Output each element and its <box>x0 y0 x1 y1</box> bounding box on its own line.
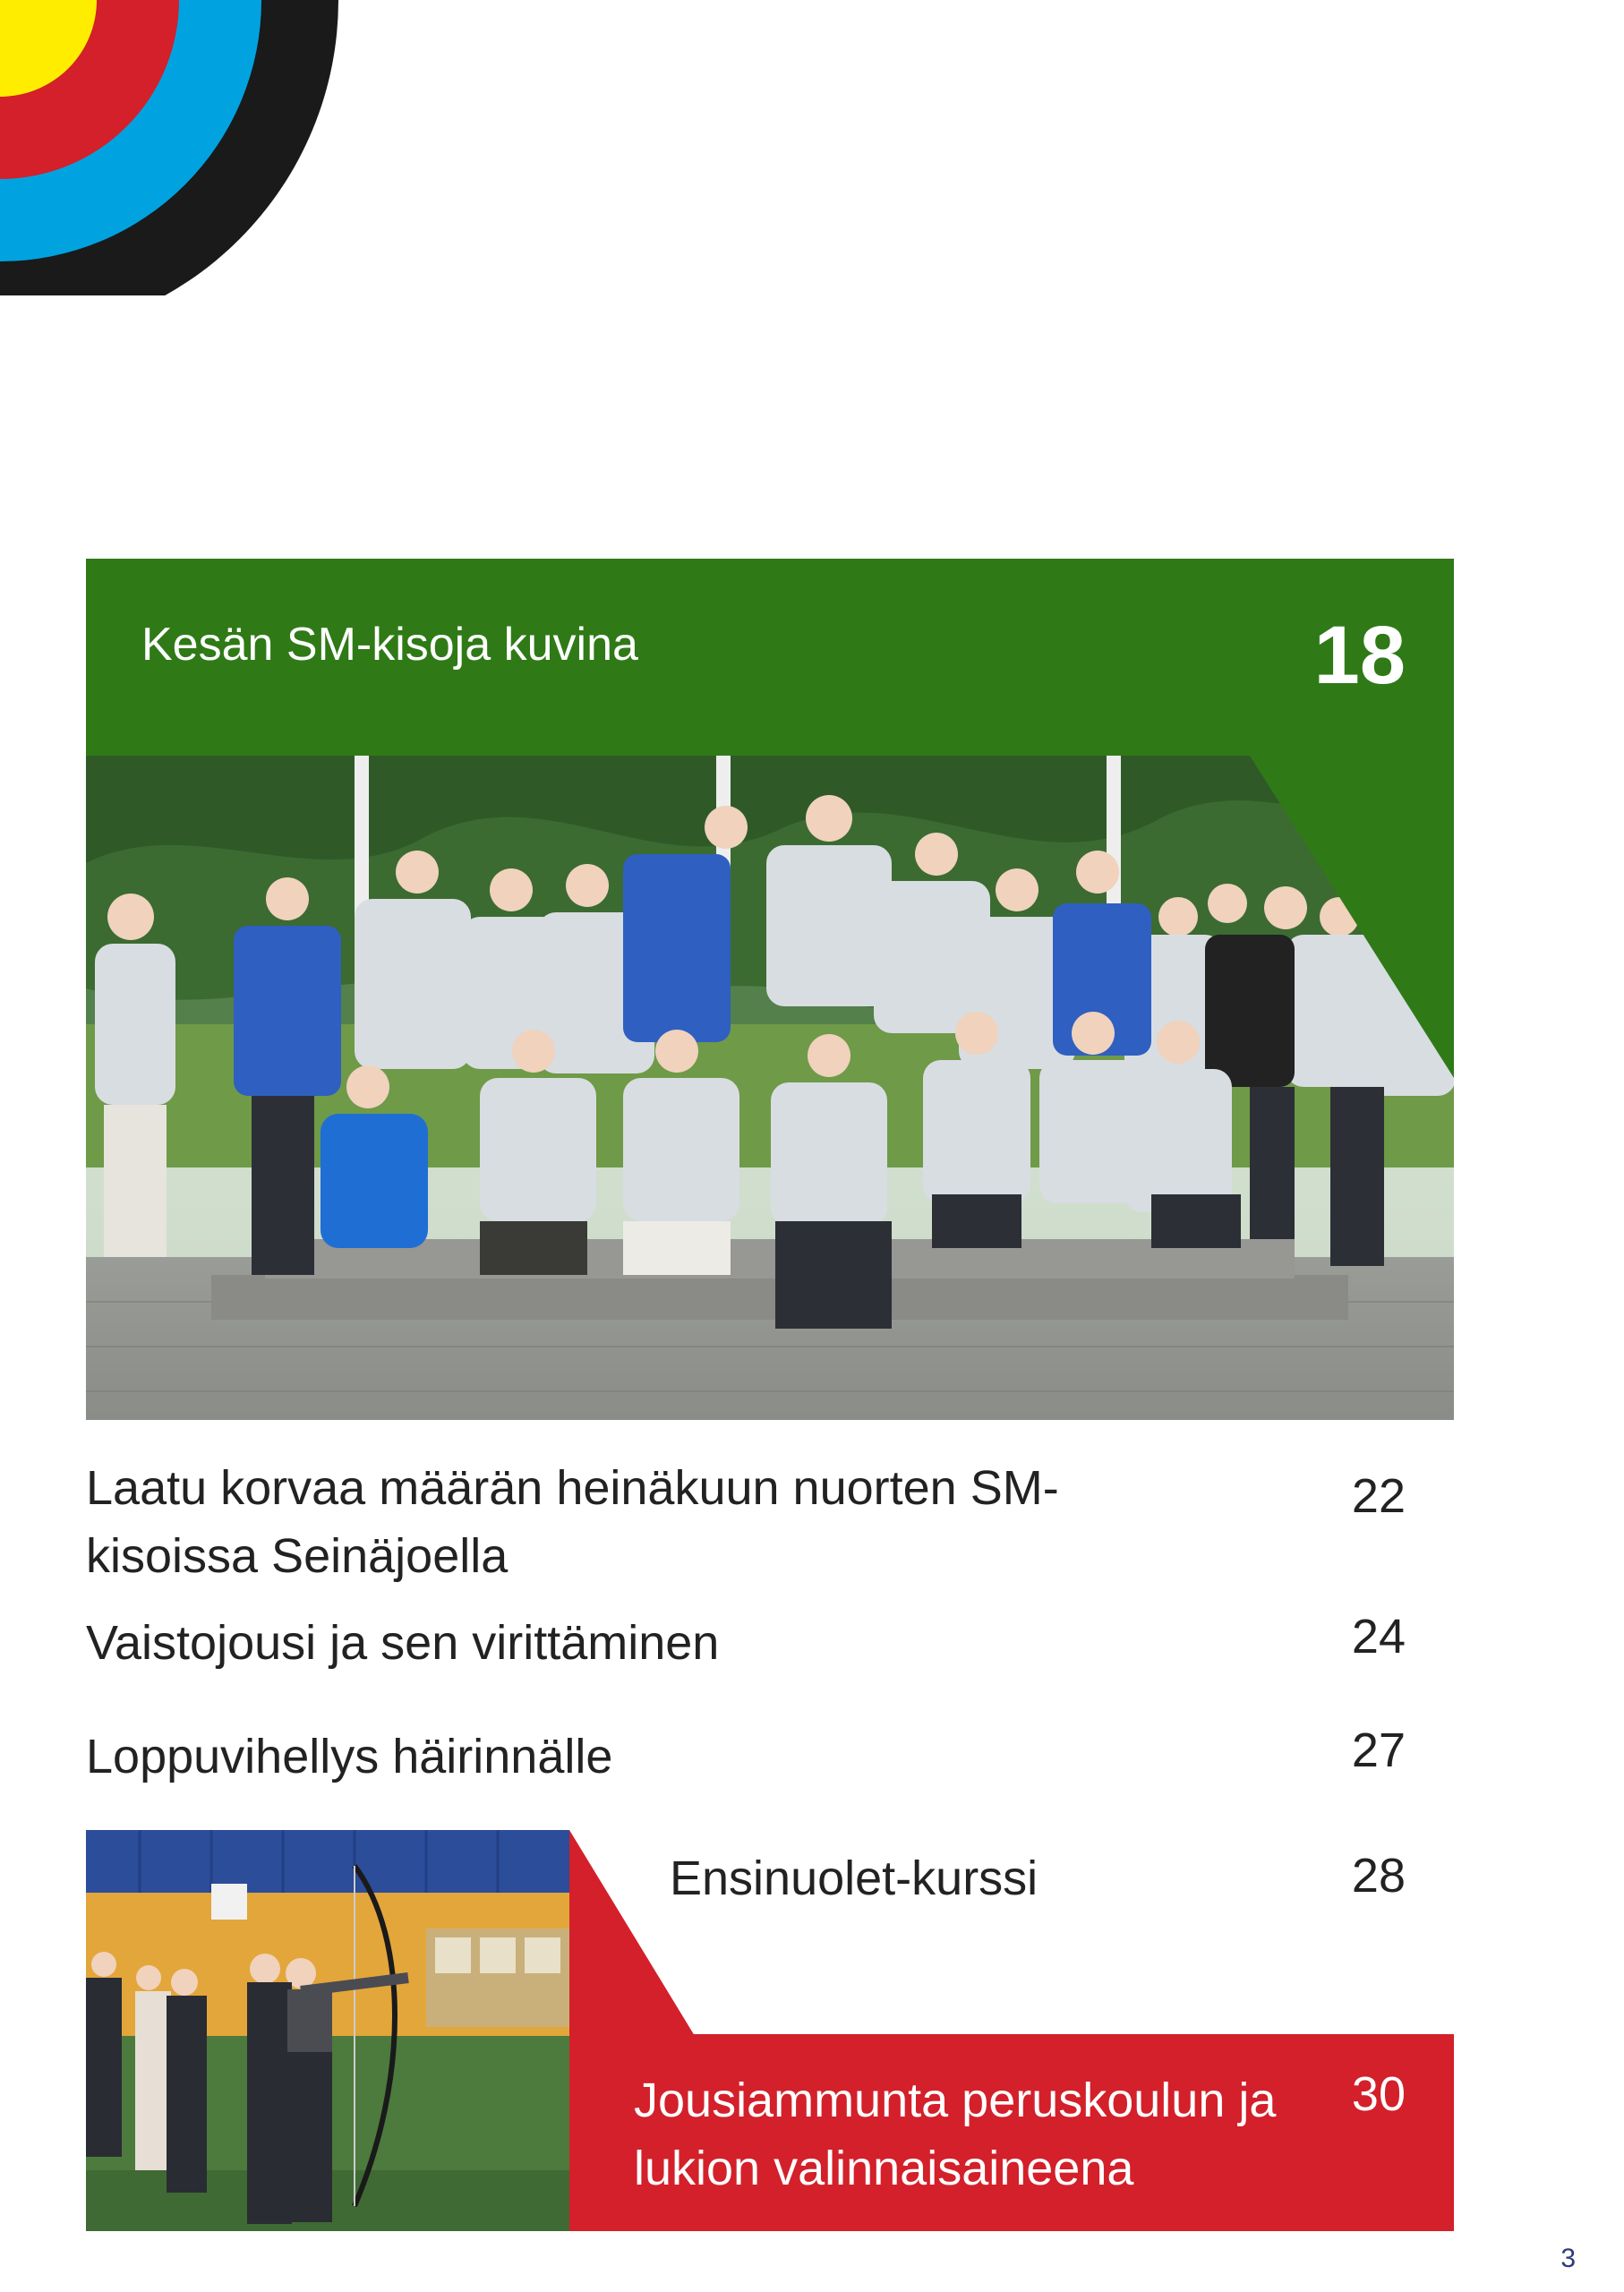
article-page-loppuvihellys: 27 <box>1351 1723 1406 1777</box>
article-title-ensinuolet[interactable]: Ensinuolet-kurssi <box>670 1852 1039 1905</box>
featured-article-title[interactable]: Kesän SM-kisoja kuvina <box>141 619 638 671</box>
article-page-laatu: 22 <box>1351 1469 1406 1523</box>
archery-target-logo <box>0 0 340 295</box>
article-title-laatu[interactable]: Laatu korvaa määrän heinäkuun nuorten SM-kisoissa Seinäjoella <box>86 1461 1059 1583</box>
article-page-vaistojousi: 24 <box>1351 1610 1406 1663</box>
indoor-archery-photo[interactable] <box>86 1830 569 2231</box>
featured-article-page-number: 18 <box>1313 610 1406 701</box>
article-title-jousiammunta[interactable]: Jousiammunta peruskoulun ja lukion valinnaisaineena <box>634 2074 1277 2195</box>
page-number: 3 <box>1560 2244 1576 2273</box>
article-title-loppuvihellys[interactable]: Loppuvihellys häirinnälle <box>86 1730 613 1783</box>
group-photo[interactable] <box>86 756 1454 1420</box>
article-title-vaistojousi[interactable]: Vaistojousi ja sen virittäminen <box>86 1616 720 1670</box>
article-page-jousiammunta: 30 <box>1351 2067 1406 2121</box>
article-page-ensinuolet: 28 <box>1351 1849 1406 1903</box>
